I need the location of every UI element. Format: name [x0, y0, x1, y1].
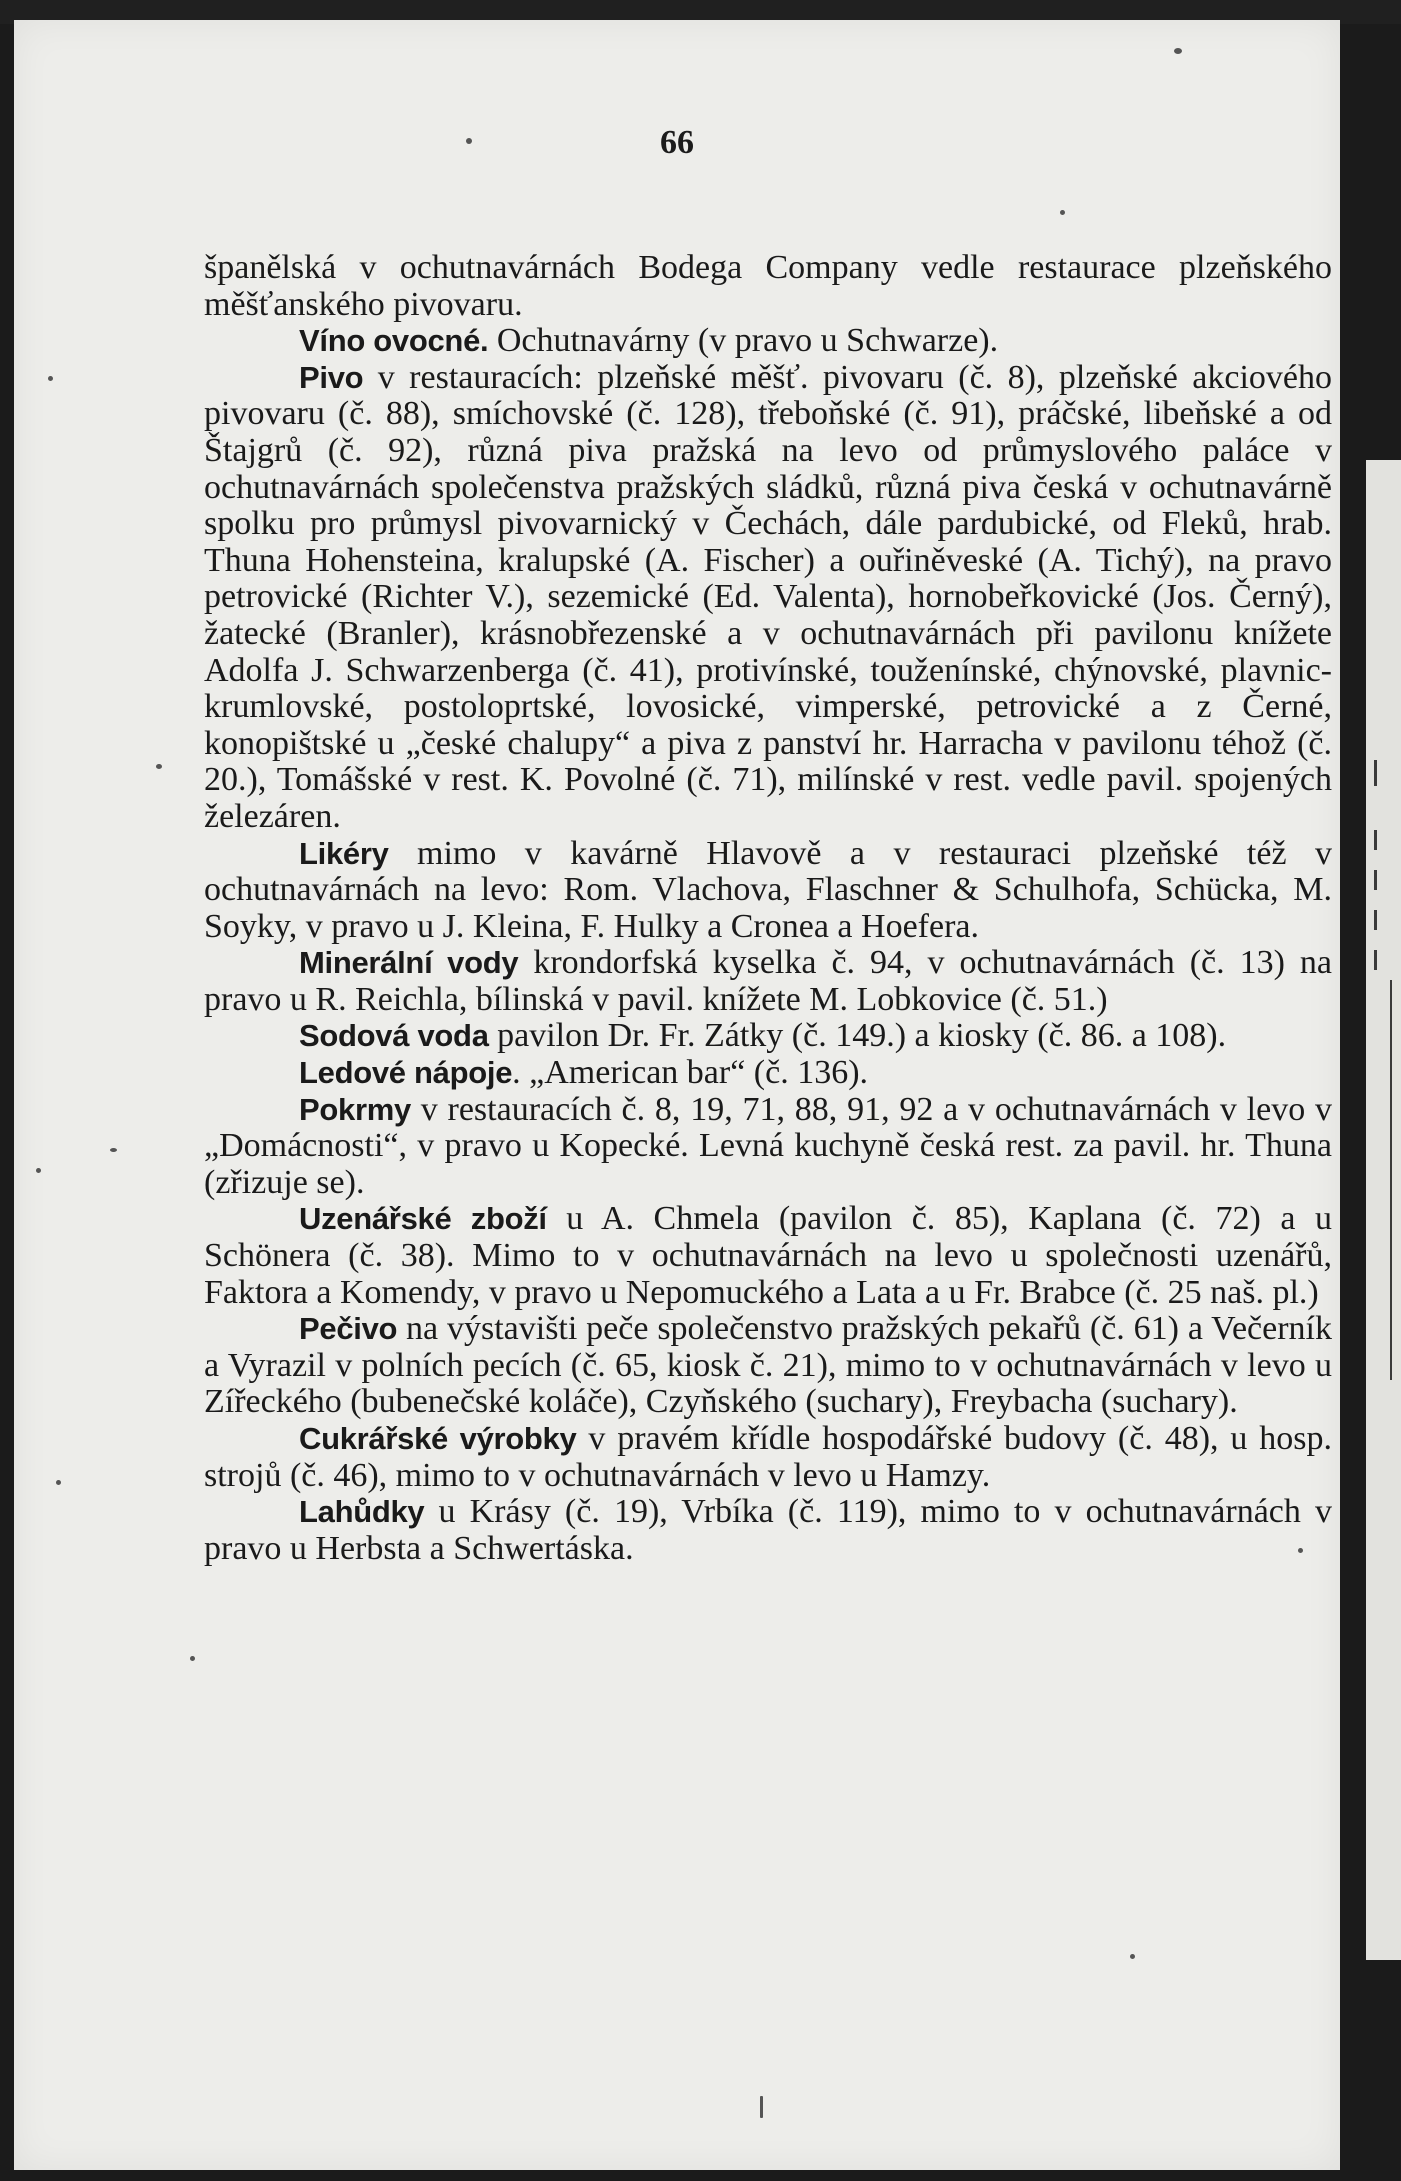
paragraph-liqueurs: [204, 836, 1332, 946]
paragraph-beer: [204, 360, 1332, 836]
scan-speck: [190, 1656, 195, 1661]
paragraph-mineral-water: [204, 945, 1332, 1018]
paragraph-term: Minerální vody: [299, 945, 519, 981]
page-number: 66: [660, 124, 694, 161]
scan-speck: [48, 376, 53, 381]
paragraph-text: pavilon Dr. Fr. Zátky (č. 149.) a kiosky (č. 86. a 108).: [488, 1017, 1227, 1055]
paragraph-confectionery: [204, 1421, 1332, 1494]
scan-speck: [56, 1480, 61, 1485]
book-page: [14, 20, 1340, 2170]
scan-speck: [156, 764, 162, 769]
paragraph-text: . „American bar“ (č. 136).: [512, 1054, 869, 1092]
scan-speck: [36, 1168, 41, 1173]
paragraph-term: Pečivo: [299, 1311, 398, 1347]
next-page-mark: [1390, 980, 1392, 1380]
paragraph-text: u Krásy (č. 19), Vrbíka (č. 119), mimo to v ochutnavárnách v pravo u Herbsta a Schwertáska.: [204, 1493, 1332, 1567]
paragraph-delicacies: [204, 1494, 1332, 1567]
paragraph-term: Sodová voda: [299, 1018, 489, 1054]
page-text: [204, 250, 1332, 1567]
paragraph-wine: [204, 323, 1332, 360]
paragraph-meals: [204, 1092, 1332, 1202]
paragraph-text: španělská v ochutnavárnách Bodega Company vedle restaurace plzeňského měšťanského pivovaru.: [204, 249, 1332, 323]
paragraph-bakery: [204, 1311, 1332, 1421]
next-page-mark: [1374, 870, 1377, 890]
paragraph-term: Uzenářské zboží: [299, 1201, 547, 1237]
paragraph-iced-drinks: [204, 1055, 1332, 1092]
paragraph-text: u A. Chmela (pavilon č. 85), Kaplana (č. 72) a u Schönera (č. 38). Mimo to v ochutnavárnách na levo u společnosti uzenářů, Faktora a Komendy, v pravo u Nepomuckého a Lata a u Fr. Brabce (č. 25 naš. pl.): [204, 1200, 1332, 1311]
scan-speck: [1298, 1548, 1303, 1553]
scan-speck: [1174, 48, 1182, 54]
next-page-mark: [1374, 910, 1377, 930]
paragraph-text: v pravém křídle hospodářské budovy (č. 48), u hosp. strojů (č. 46), mimo to v ochutnavárnách v levo u Hamzy.: [204, 1420, 1332, 1494]
scan-speck: [760, 2096, 763, 2118]
next-page-edge: [1366, 460, 1401, 1960]
paragraph-text: mimo v kavárně Hlavově a v restauraci plzeňské též v ochutnavárnách na levo: Rom. Vlachova, Flaschner & Schulhofa, Schücka, M. Soyky, v pravo u J. Kleina, F. Hulky a Cronea a Hoefera.: [204, 834, 1332, 945]
paragraph-text: krondorfská kyselka č. 94, v ochutnavárnách (č. 13) na pravo u R. Reichla, bílinská v pavil. knížete M. Lobkovice (č. 51.): [204, 944, 1332, 1018]
paragraph-1: [204, 250, 1332, 323]
scan-speck: [1060, 210, 1065, 215]
next-page-mark: [1374, 760, 1377, 786]
paragraph-term: Pivo: [299, 359, 364, 395]
paragraph-soda-water: [204, 1018, 1332, 1055]
next-page-mark: [1374, 950, 1377, 970]
paragraph-term: Cukrářské výrobky: [299, 1421, 577, 1456]
paragraph-text: v restauracích: plzeňské měšť. pivovaru (č. 8), plzeňské akciového pivovaru (č. 88), smíchovské (č. 128), třeboňské (č. 91), práčské, libeňské a od Štajgrů (č. 92), různá piva pražská na levo od průmyslového paláce v ochutnavárnách společenstva pražských sládků, různá piva česká v ochutnavárně spolku pro průmysl pivovarnický v Čechách, dále pardubické, od Fleků, hrab. Thuna Hohensteina, kralupské (A. Fischer) a ouřiněveské (A. Tichý), na pravo petrovické (Richter V.), sezemické (Ed. Valenta), hornobeřkovické (Jos. Černý), žatecké (Branler), krásnobřezenské a v ochutnavárnách při pavilonu knížete Adolfa J. Schwarzenberga (č. 41), protivínské, touženínské, chýnovské, plavnic-krumlovské, postoloprtské, lovosické, vimperské, petrovické a z Černé, konopištské u „české chalupy“ a piva z panství hr. Harracha v pavilonu téhož (č. 20.), Tomášské v rest. K. Povolné (č. 71), milínské v rest. vedle pavil. spojených železáren.: [204, 358, 1332, 835]
paragraph-text: v restauracích č. 8, 19, 71, 88, 91, 92 a v ochutnavárnách v levo v „Domácnosti“, v pravo u Kopecké. Levná kuchyně česká rest. za pavil. hr. Thuna (zřizuje se).: [204, 1090, 1332, 1201]
paragraph-term: Lahůdky: [299, 1494, 425, 1530]
paragraph-term: Ledové nápoje: [299, 1055, 513, 1091]
paragraph-term: Víno ovocné.: [299, 323, 489, 359]
scan-speck: [466, 138, 472, 144]
scan-speck: [1130, 1954, 1135, 1959]
paragraph-term: Likéry: [299, 835, 389, 871]
paragraph-term: Pokrmy: [299, 1091, 411, 1127]
paragraph-text: na výstavišti peče společenstvo pražských pekařů (č. 61) a Večerník a Vyrazil v polních pecích (č. 65, kiosk č. 21), mimo to v ochutnavárnách v levo u Zířeckého (bubenečské koláče), Czyňského (suchary), Freybacha (suchary).: [204, 1310, 1332, 1421]
scan-speck: [110, 1148, 117, 1152]
paragraph-text: Ochutnavárny (v pravo u Schwarze).: [488, 322, 999, 360]
next-page-mark: [1374, 830, 1377, 850]
paragraph-smoked-goods: [204, 1201, 1332, 1311]
